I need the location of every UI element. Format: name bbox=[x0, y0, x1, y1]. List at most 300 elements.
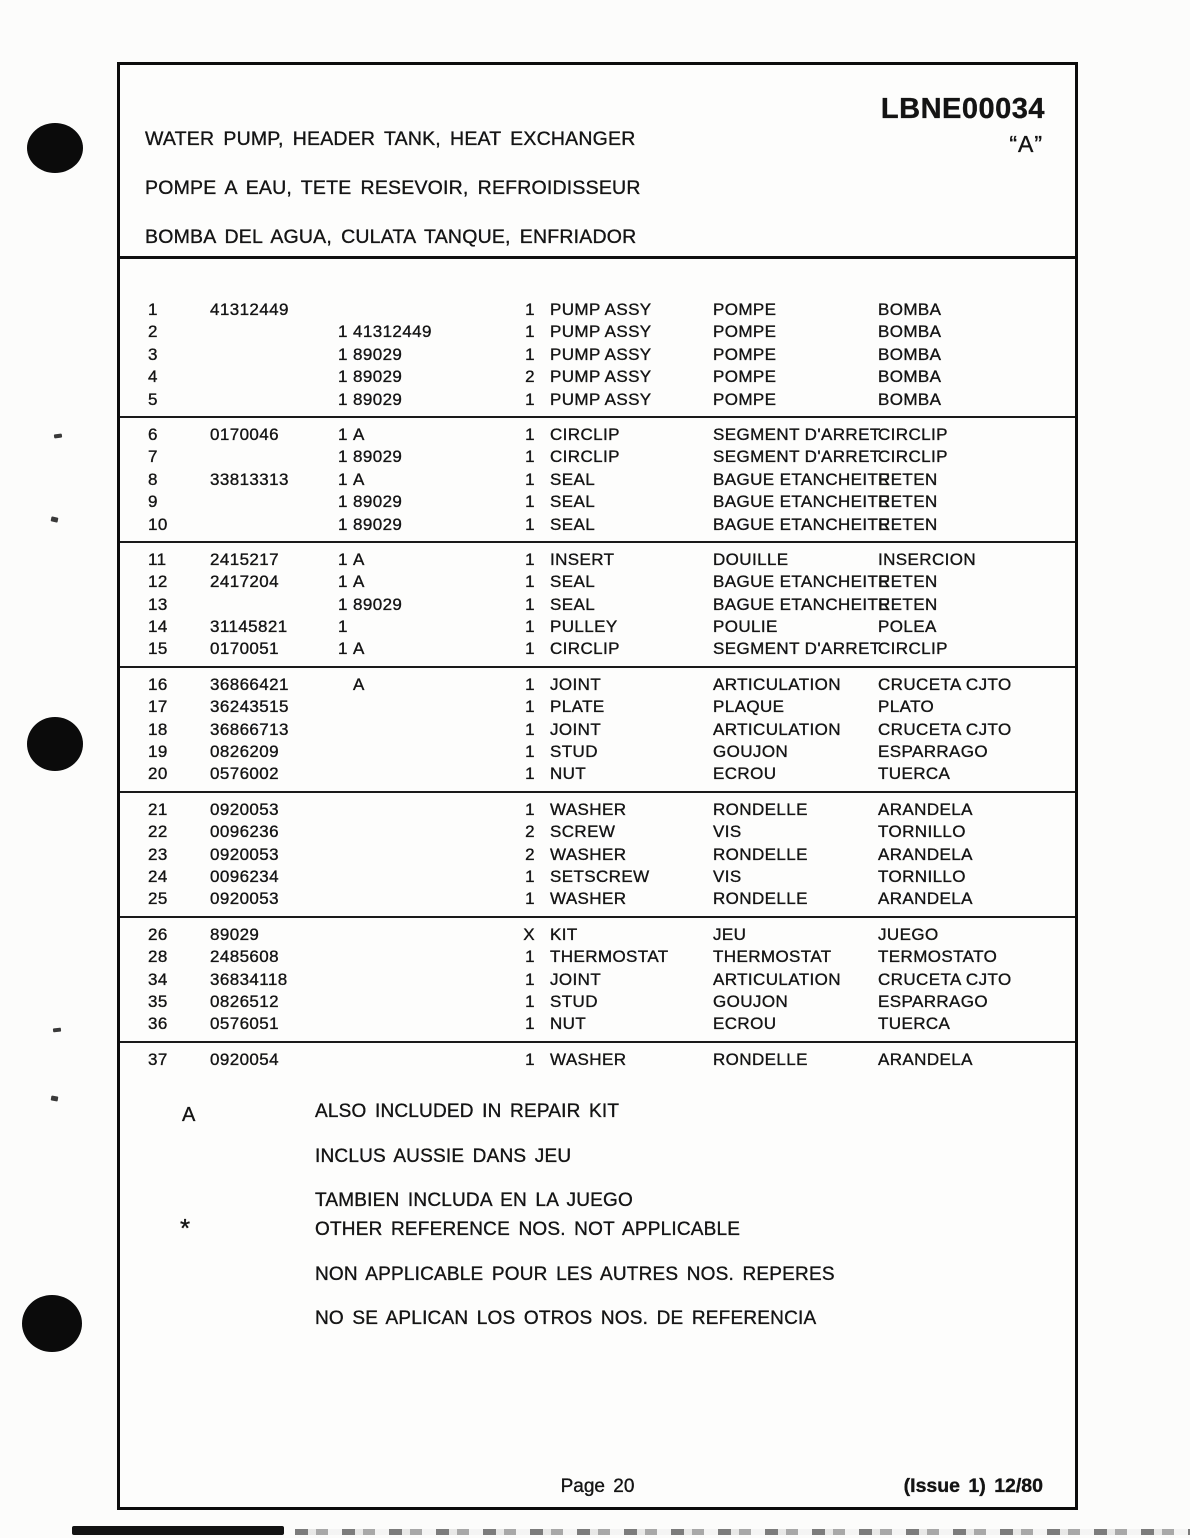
ref-qty-cell: 1 bbox=[338, 322, 348, 342]
description-en-cell: JOINT bbox=[550, 674, 602, 694]
description-es-cell: TERMOSTATO bbox=[878, 947, 998, 967]
ref-qty-cell bbox=[338, 821, 353, 843]
qty-cell: 1 bbox=[525, 1049, 535, 1069]
row-group bbox=[120, 668, 1075, 793]
description-es-cell: RETEN bbox=[878, 514, 938, 534]
description-es-cell: ARANDELA bbox=[878, 844, 973, 864]
description-fr-cell: ARTICULATION bbox=[713, 969, 841, 989]
description-fr-cell: POMPE bbox=[713, 322, 777, 342]
ref-qty-cell bbox=[338, 763, 353, 785]
description-en-cell: PUMP ASSY bbox=[550, 389, 652, 409]
table-row bbox=[120, 571, 1075, 593]
page-title bbox=[145, 127, 641, 250]
qty-cell: 1 bbox=[525, 594, 535, 614]
table-row bbox=[120, 821, 1075, 843]
table-row bbox=[120, 969, 1075, 991]
scan-speck bbox=[53, 1028, 61, 1033]
item-number-cell: 5 bbox=[148, 389, 158, 409]
ref-cell bbox=[338, 571, 468, 593]
ref-qty-cell: 1 bbox=[338, 572, 348, 592]
ref-cell bbox=[338, 991, 468, 1013]
description-en-cell: SEAL bbox=[550, 572, 596, 592]
ref-cell bbox=[338, 549, 468, 571]
part-number-cell: 0170051 bbox=[210, 639, 279, 659]
ref-cell bbox=[338, 299, 468, 321]
part-number-cell: 0576002 bbox=[210, 764, 279, 784]
note-line: OTHER REFERENCE NOS. NOT APPLICABLE bbox=[315, 1219, 741, 1240]
qty-cell: 1 bbox=[525, 344, 535, 364]
ref-qty-cell bbox=[338, 1049, 353, 1071]
item-number-cell: 24 bbox=[148, 866, 168, 886]
ref-cell bbox=[338, 1049, 468, 1071]
table-row bbox=[120, 866, 1075, 888]
item-number-cell: 18 bbox=[148, 719, 168, 739]
item-number-cell: 7 bbox=[148, 447, 158, 467]
part-number-cell: 0920053 bbox=[210, 889, 279, 909]
qty-cell: 1 bbox=[525, 424, 535, 444]
part-number-cell bbox=[210, 446, 330, 468]
description-es-cell: BOMBA bbox=[878, 389, 942, 409]
ref-qty-cell bbox=[338, 888, 353, 910]
ref-value-cell: 89029 bbox=[353, 514, 403, 534]
item-number-cell: 26 bbox=[148, 924, 168, 944]
ref-cell bbox=[338, 924, 468, 946]
description-fr-cell: VIS bbox=[713, 822, 742, 842]
ref-qty-cell: 1 bbox=[338, 594, 348, 614]
description-fr-cell: BAGUE ETANCHEITE bbox=[713, 514, 891, 534]
description-fr-cell: ECROU bbox=[713, 1014, 777, 1034]
description-es-cell: ESPARRAGO bbox=[878, 742, 989, 762]
ref-qty-cell bbox=[338, 969, 353, 991]
item-number-cell: 35 bbox=[148, 991, 168, 1011]
table-row bbox=[120, 594, 1075, 616]
description-fr-cell: ARTICULATION bbox=[713, 674, 841, 694]
description-es-cell: RETEN bbox=[878, 594, 938, 614]
item-number-cell: 28 bbox=[148, 947, 168, 967]
qty-cell: 1 bbox=[525, 947, 535, 967]
qty-cell: 1 bbox=[525, 674, 535, 694]
item-number-cell: 36 bbox=[148, 1014, 168, 1034]
item-number-cell: 21 bbox=[148, 799, 168, 819]
ref-qty-cell bbox=[338, 991, 353, 1013]
note-marker-asterisk: * bbox=[180, 1213, 191, 1243]
qty-cell: 1 bbox=[525, 799, 535, 819]
part-number-cell: 36866421 bbox=[210, 674, 289, 694]
item-number-cell: 37 bbox=[148, 1049, 168, 1069]
table-row bbox=[120, 799, 1075, 821]
description-fr-cell: RONDELLE bbox=[713, 844, 808, 864]
row-group bbox=[120, 793, 1075, 918]
ref-cell bbox=[338, 741, 468, 763]
qty-cell: 1 bbox=[525, 617, 535, 637]
description-en-cell: THERMOSTAT bbox=[550, 947, 669, 967]
description-fr-cell: PLAQUE bbox=[713, 697, 785, 717]
ref-qty-cell bbox=[338, 844, 353, 866]
description-fr-cell: SEGMENT D'ARRET bbox=[713, 447, 881, 467]
qty-cell: 1 bbox=[525, 1014, 535, 1034]
qty-cell: 1 bbox=[525, 469, 535, 489]
description-es-cell: BOMBA bbox=[878, 322, 942, 342]
part-number-cell: 41312449 bbox=[210, 300, 289, 319]
part-number-cell bbox=[210, 321, 330, 343]
description-es-cell: RETEN bbox=[878, 492, 938, 512]
part-number-cell: 0920054 bbox=[210, 1049, 279, 1069]
row-group bbox=[120, 543, 1075, 668]
qty-cell: 1 bbox=[525, 639, 535, 659]
table-row bbox=[120, 1013, 1075, 1035]
description-es-cell: TUERCA bbox=[878, 764, 951, 784]
qty-cell: 2 bbox=[525, 367, 535, 387]
description-es-cell: CIRCLIP bbox=[878, 424, 948, 444]
description-es-cell: BOMBA bbox=[878, 344, 942, 364]
ref-qty-cell: 1 bbox=[338, 617, 348, 637]
item-number-cell: 20 bbox=[148, 764, 168, 784]
description-es-cell: CRUCETA CJTO bbox=[878, 674, 1012, 694]
description-en-cell: INSERT bbox=[550, 549, 615, 569]
scan-edge-dust bbox=[295, 1529, 1190, 1535]
table-row bbox=[120, 674, 1075, 696]
description-en-cell: NUT bbox=[550, 1014, 587, 1034]
document-number: LBNE00034 bbox=[880, 93, 1045, 125]
ref-value-cell: 89029 bbox=[353, 389, 403, 409]
ref-cell bbox=[338, 638, 468, 660]
table-row bbox=[120, 491, 1075, 513]
part-number-cell: 2485608 bbox=[210, 947, 279, 967]
qty-cell: X bbox=[523, 924, 535, 944]
ref-cell bbox=[338, 969, 468, 991]
description-fr-cell: BAGUE ETANCHEITE bbox=[713, 572, 891, 592]
row-group bbox=[120, 918, 1075, 1043]
part-number-cell: 0170046 bbox=[210, 424, 279, 444]
ref-cell bbox=[338, 594, 468, 616]
description-en-cell: PULLEY bbox=[550, 617, 618, 637]
part-number-cell bbox=[210, 594, 330, 616]
ref-cell bbox=[338, 469, 468, 491]
item-number-cell: 1 bbox=[148, 300, 158, 319]
table-row bbox=[120, 366, 1075, 388]
description-es-cell: ARANDELA bbox=[878, 1049, 973, 1069]
description-es-cell: ARANDELA bbox=[878, 799, 973, 819]
qty-cell: 1 bbox=[525, 969, 535, 989]
description-en-cell: WASHER bbox=[550, 889, 627, 909]
description-es-cell: PLATO bbox=[878, 697, 935, 717]
note-line: INCLUS AUSSIE DANS JEU bbox=[315, 1145, 572, 1167]
scan-speck bbox=[54, 433, 62, 438]
qty-cell: 1 bbox=[525, 549, 535, 569]
item-number-cell: 9 bbox=[148, 492, 158, 512]
item-number-cell: 16 bbox=[148, 674, 168, 694]
description-es-cell: CIRCLIP bbox=[878, 447, 948, 467]
ref-cell bbox=[338, 946, 468, 968]
description-en-cell: WASHER bbox=[550, 1049, 627, 1069]
qty-cell: 1 bbox=[525, 889, 535, 909]
description-en-cell: STUD bbox=[550, 991, 598, 1011]
part-number-cell bbox=[210, 366, 330, 388]
description-fr-cell: BAGUE ETANCHEITE bbox=[713, 469, 891, 489]
description-en-cell: SCREW bbox=[550, 822, 616, 842]
description-fr-cell: BAGUE ETANCHEITE bbox=[713, 492, 891, 512]
description-es-cell: RETEN bbox=[878, 572, 938, 592]
table-row bbox=[120, 389, 1075, 411]
punch-hole bbox=[22, 1295, 82, 1352]
part-number-cell: 0096234 bbox=[210, 866, 279, 886]
item-number-cell: 3 bbox=[148, 344, 158, 364]
ref-cell bbox=[338, 424, 468, 446]
table-row bbox=[120, 696, 1075, 718]
description-es-cell: POLEA bbox=[878, 617, 937, 637]
scan-speck bbox=[51, 516, 59, 522]
table-row bbox=[120, 719, 1075, 741]
table-row bbox=[120, 446, 1075, 468]
ref-value-cell: A bbox=[353, 639, 365, 659]
description-fr-cell: VIS bbox=[713, 866, 742, 886]
item-number-cell: 10 bbox=[148, 514, 168, 534]
qty-cell: 1 bbox=[525, 697, 535, 717]
description-fr-cell: POMPE bbox=[713, 389, 777, 409]
description-fr-cell: SEGMENT D'ARRET bbox=[713, 424, 881, 444]
qty-cell: 1 bbox=[525, 572, 535, 592]
item-number-cell: 6 bbox=[148, 424, 158, 444]
description-fr-cell: GOUJON bbox=[713, 991, 789, 1011]
page-number: Page 20 bbox=[560, 1476, 635, 1497]
ref-qty-cell: 1 bbox=[338, 639, 348, 659]
title-line-es: BOMBA DEL AGUA, CULATA TANQUE, ENFRIADOR bbox=[145, 226, 637, 249]
ref-cell bbox=[338, 866, 468, 888]
description-en-cell: KIT bbox=[550, 924, 578, 944]
description-es-cell: TUERCA bbox=[878, 1014, 951, 1034]
ref-qty-cell bbox=[338, 719, 353, 741]
note-line: NO SE APLICAN LOS OTROS NOS. DE REFERENCIA bbox=[315, 1308, 817, 1330]
part-number-cell: 33813313 bbox=[210, 469, 289, 489]
ref-cell bbox=[338, 821, 468, 843]
scan-edge-bar bbox=[72, 1526, 284, 1535]
description-en-cell: PUMP ASSY bbox=[550, 300, 652, 319]
table-row bbox=[120, 549, 1075, 571]
ref-qty-cell bbox=[338, 946, 353, 968]
title-line-en: WATER PUMP, HEADER TANK, HEAT EXCHANGER bbox=[145, 128, 636, 150]
description-fr-cell: ARTICULATION bbox=[713, 719, 841, 739]
ref-qty-cell bbox=[338, 299, 353, 321]
qty-cell: 1 bbox=[525, 514, 535, 534]
item-number-cell: 14 bbox=[148, 617, 168, 637]
qty-cell: 1 bbox=[525, 322, 535, 342]
description-es-cell: INSERCION bbox=[878, 549, 977, 569]
part-number-cell: 31145821 bbox=[210, 617, 288, 637]
note-line: TAMBIEN INCLUDA EN LA JUEGO bbox=[315, 1190, 633, 1212]
table-row bbox=[120, 924, 1075, 946]
description-en-cell: JOINT bbox=[550, 969, 602, 989]
description-es-cell: TORNILLO bbox=[878, 822, 966, 842]
item-number-cell: 2 bbox=[148, 322, 158, 342]
table-row bbox=[120, 514, 1075, 536]
table-row bbox=[120, 321, 1075, 343]
description-fr-cell: SEGMENT D'ARRET bbox=[713, 639, 881, 659]
note-marker-a: A bbox=[182, 1104, 196, 1126]
ref-cell bbox=[338, 491, 468, 513]
qty-cell: 1 bbox=[525, 764, 535, 784]
item-number-cell: 34 bbox=[148, 969, 168, 989]
description-en-cell: PUMP ASSY bbox=[550, 322, 652, 342]
ref-qty-cell: 1 bbox=[338, 367, 348, 387]
part-number-cell: 36866713 bbox=[210, 719, 289, 739]
ref-value-cell: A bbox=[353, 572, 365, 592]
item-number-cell: 8 bbox=[148, 469, 158, 489]
ref-qty-cell bbox=[338, 741, 353, 763]
table-row bbox=[120, 299, 1075, 321]
qty-cell: 2 bbox=[525, 822, 535, 842]
description-en-cell: PUMP ASSY bbox=[550, 367, 652, 387]
ref-cell bbox=[338, 389, 468, 411]
ref-value-cell: 41312449 bbox=[353, 322, 432, 342]
part-number-cell: 0920053 bbox=[210, 799, 279, 819]
part-number-cell bbox=[210, 344, 330, 366]
table-row bbox=[120, 469, 1075, 491]
description-fr-cell: THERMOSTAT bbox=[713, 947, 832, 967]
part-number-cell: 0920053 bbox=[210, 844, 279, 864]
ref-value-cell: A bbox=[353, 424, 365, 444]
table-row bbox=[120, 1049, 1075, 1071]
part-number-cell bbox=[210, 389, 330, 411]
note-line: ALSO INCLUDED IN REPAIR KIT bbox=[315, 1101, 620, 1122]
table-row bbox=[120, 763, 1075, 785]
part-number-cell: 2415217 bbox=[210, 549, 279, 569]
description-es-cell: BOMBA bbox=[878, 367, 942, 387]
qty-cell: 1 bbox=[525, 447, 535, 467]
ref-qty-cell: 1 bbox=[338, 514, 348, 534]
title-line-fr: POMPE A EAU, TETE RESEVOIR, REFROIDISSEUR bbox=[145, 177, 641, 200]
description-en-cell: CIRCLIP bbox=[550, 447, 620, 467]
item-number-cell: 12 bbox=[148, 572, 168, 592]
description-fr-cell: POMPE bbox=[713, 344, 777, 364]
item-number-cell: 19 bbox=[148, 742, 168, 762]
qty-cell: 1 bbox=[525, 492, 535, 512]
description-en-cell: CIRCLIP bbox=[550, 639, 620, 659]
item-number-cell: 15 bbox=[148, 639, 168, 659]
table-row bbox=[120, 741, 1075, 763]
ref-qty-cell bbox=[338, 674, 353, 696]
description-en-cell: WASHER bbox=[550, 799, 627, 819]
ref-cell bbox=[338, 696, 468, 718]
description-en-cell: CIRCLIP bbox=[550, 424, 620, 444]
row-group bbox=[120, 418, 1075, 543]
item-number-cell: 22 bbox=[148, 822, 168, 842]
ref-cell bbox=[338, 888, 468, 910]
ref-cell bbox=[338, 616, 468, 638]
description-en-cell: STUD bbox=[550, 742, 598, 762]
ref-cell bbox=[338, 321, 468, 343]
note-reference bbox=[315, 1219, 835, 1330]
qty-cell: 1 bbox=[525, 742, 535, 762]
part-number-cell: 0096236 bbox=[210, 822, 279, 842]
ref-qty-cell: 1 bbox=[338, 424, 348, 444]
description-fr-cell: DOUILLE bbox=[713, 549, 789, 569]
description-es-cell: CIRCLIP bbox=[878, 639, 948, 659]
part-number-cell: 0576051 bbox=[210, 1014, 279, 1034]
ref-qty-cell: 1 bbox=[338, 344, 348, 364]
qty-cell: 1 bbox=[525, 866, 535, 886]
qty-cell: 2 bbox=[525, 844, 535, 864]
description-fr-cell: RONDELLE bbox=[713, 1049, 808, 1069]
description-es-cell: JUEGO bbox=[878, 924, 939, 944]
part-number-cell: 0826512 bbox=[210, 991, 279, 1011]
punch-hole bbox=[27, 717, 83, 771]
item-number-cell: 23 bbox=[148, 844, 168, 864]
ref-value-cell: 89029 bbox=[353, 344, 403, 364]
document-letter: “A” bbox=[1009, 131, 1043, 157]
table-row bbox=[120, 946, 1075, 968]
description-fr-cell: RONDELLE bbox=[713, 799, 808, 819]
item-number-cell: 4 bbox=[148, 367, 158, 387]
qty-cell: 1 bbox=[525, 991, 535, 1011]
description-fr-cell: POULIE bbox=[713, 617, 778, 637]
table-row bbox=[120, 616, 1075, 638]
description-es-cell: BOMBA bbox=[878, 300, 942, 319]
ref-qty-cell: 1 bbox=[338, 447, 348, 467]
ref-value-cell: A bbox=[353, 549, 365, 569]
ref-cell bbox=[338, 674, 468, 696]
part-number-cell: 36243515 bbox=[210, 697, 289, 717]
item-number-cell: 13 bbox=[148, 594, 168, 614]
table-row bbox=[120, 844, 1075, 866]
description-en-cell: NUT bbox=[550, 764, 587, 784]
description-en-cell: PLATE bbox=[550, 697, 605, 717]
item-number-cell: 17 bbox=[148, 697, 168, 717]
table-row bbox=[120, 424, 1075, 446]
item-number-cell: 25 bbox=[148, 889, 168, 909]
ref-qty-cell bbox=[338, 799, 353, 821]
description-es-cell: CRUCETA CJTO bbox=[878, 969, 1012, 989]
description-fr-cell: GOUJON bbox=[713, 742, 789, 762]
part-number-cell: 2417204 bbox=[210, 572, 279, 592]
description-en-cell: SEAL bbox=[550, 594, 596, 614]
ref-qty-cell: 1 bbox=[338, 549, 348, 569]
description-fr-cell: JEU bbox=[713, 924, 747, 944]
parts-table bbox=[120, 256, 1075, 1076]
qty-cell: 1 bbox=[525, 719, 535, 739]
description-es-cell: ARANDELA bbox=[878, 889, 973, 909]
description-fr-cell: RONDELLE bbox=[713, 889, 808, 909]
ref-qty-cell bbox=[338, 1013, 353, 1035]
note-repair-kit bbox=[315, 1101, 633, 1212]
qty-cell: 1 bbox=[525, 389, 535, 409]
ref-qty-cell bbox=[338, 924, 353, 946]
ref-value-cell: A bbox=[353, 469, 365, 489]
part-number-cell: 89029 bbox=[210, 924, 260, 944]
row-group bbox=[120, 259, 1075, 418]
description-es-cell: CRUCETA CJTO bbox=[878, 719, 1012, 739]
description-en-cell: SEAL bbox=[550, 492, 596, 512]
issue-label: (Issue 1) 12/80 bbox=[903, 1475, 1043, 1497]
description-en-cell: SEAL bbox=[550, 469, 596, 489]
table-row bbox=[120, 638, 1075, 660]
ref-cell bbox=[338, 514, 468, 536]
description-fr-cell: ECROU bbox=[713, 764, 777, 784]
qty-cell: 1 bbox=[525, 300, 535, 319]
part-number-cell bbox=[210, 514, 330, 536]
ref-cell bbox=[338, 446, 468, 468]
description-fr-cell: BAGUE ETANCHEITE bbox=[713, 594, 891, 614]
ref-value-cell: 89029 bbox=[353, 492, 403, 512]
description-es-cell: TORNILLO bbox=[878, 866, 966, 886]
description-en-cell: SETSCREW bbox=[550, 866, 650, 886]
punch-hole bbox=[27, 123, 83, 173]
ref-cell bbox=[338, 719, 468, 741]
item-number-cell: 11 bbox=[148, 549, 167, 569]
part-number-cell: 0826209 bbox=[210, 742, 279, 762]
description-es-cell: ESPARRAGO bbox=[878, 991, 989, 1011]
ref-cell bbox=[338, 763, 468, 785]
part-number-cell bbox=[210, 491, 330, 513]
